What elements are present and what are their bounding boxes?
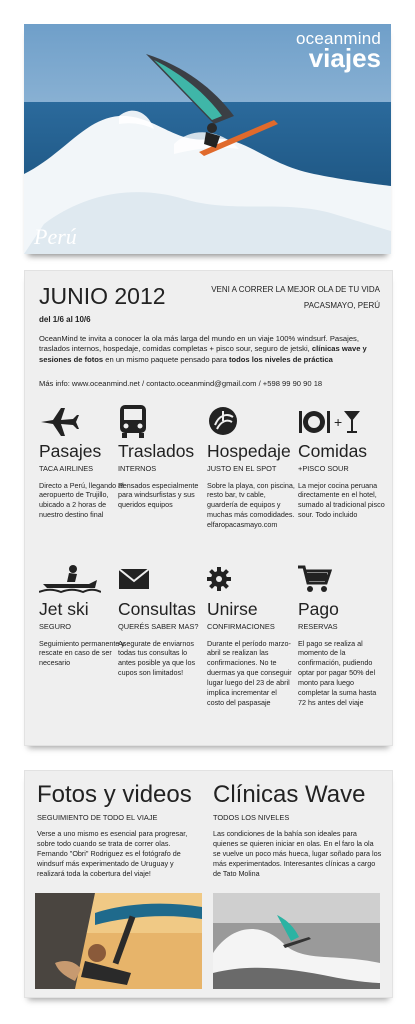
feature-subtitle: +PISCO SOUR (298, 463, 349, 473)
feature-subtitle: RESERVAS (298, 621, 338, 631)
section-title-clinicas: Clínicas Wave (213, 781, 366, 808)
tagline: VENI A CORRER LA MEJOR OLA DE TU VIDA (211, 285, 380, 294)
trip-dates: del 1/6 al 10/6 (39, 315, 91, 324)
feature-unirse (207, 561, 295, 708)
feature-subtitle: CONFIRMACIONES (207, 621, 275, 631)
destination-label: PACASMAYO, PERÚ (303, 301, 380, 310)
feature-description: Durante el período marzo-abril se realizan las confirmaciones. No te duermas ya que conseguir lugar luego del 23 de abril implica incrementar el costo del paspasaje (207, 638, 292, 708)
feature-pasajes (39, 403, 127, 520)
feature-name: Unirse (207, 599, 258, 619)
shell-icon (207, 405, 239, 437)
feature-name: Comidas (298, 441, 368, 461)
feature-description: Directo a Perú, llegando al aeropuerto de Trujillo, ubicado a 2 horas de nuestro destino final (39, 480, 124, 520)
feature-subtitle: TACA AIRLINES (39, 463, 94, 473)
gear-icon (207, 567, 231, 591)
page-title: JUNIO 2012 (39, 283, 166, 309)
feature-consultas (118, 561, 206, 678)
hero-banner (24, 24, 391, 254)
intro-text-mid: en un mismo paquete pensado para (103, 354, 229, 364)
feature-subtitle: QUERÉS SABER MAS? (118, 621, 199, 631)
feature-hospedaje (207, 403, 295, 530)
contact-info: Más info: www.oceanmind.net / contacto.oceanmind@gmail.com / +598 99 90 90 18 (39, 379, 323, 388)
intro-bold-clinics: clínicas wave y sesiones de fotos (39, 344, 367, 364)
feature-subtitle: INTERNOS (118, 463, 157, 473)
section-description-fotos: Verse a uno mismo es esencial para progresar, sobre todo cuando se trata de correr olas. Fernando "Obri" Rodriguez es el fotógrafo de windsurf más experimentado de Uruguay y realizará toda la cobertura del viaje! (37, 829, 188, 878)
feature-name: Hospedaje (207, 441, 291, 461)
section-subtitle-clinicas: TODOS LOS NIVELES (213, 813, 290, 822)
cart-icon (298, 565, 332, 593)
svg-text:+: + (334, 414, 343, 430)
feature-description: Seguimiento permanente y rescate en caso de ser necesario (39, 638, 125, 668)
bus-icon (118, 404, 148, 438)
location-label: Perú (34, 224, 77, 249)
trip-details-card (24, 270, 393, 746)
feature-description: Pensados especialmente para windsurfistas y sus queridos equipos (118, 480, 199, 510)
feature-description: Sobre la playa, con piscina, resto bar, tv cable, guardería de equipos y muchas más comodidades. elfaropacasmayo.com (207, 480, 295, 530)
clinic-photo (213, 893, 380, 989)
feature-comidas (298, 403, 386, 520)
wave-bw-photo (213, 893, 380, 989)
feature-description: La mejor cocina peruana directamente en el hotel, sumado al tradicional pisco sour. Todo incluido (298, 480, 385, 520)
envelope-icon (118, 567, 150, 591)
intro-text: OceanMind te invita a conocer la ola más larga del mundo en un viaje 100% windsurf. Pasajes, traslados internos, hospedaje, comidas completas + pisco sour, seguro de jetski, (39, 334, 359, 354)
feature-traslados (118, 403, 206, 510)
feature-description: Asegurate de enviarnos todas tus consultas lo antes posible ya que los cupos son limitados! (118, 638, 196, 678)
extras-card (24, 770, 393, 998)
brand-logo (296, 30, 381, 71)
feature-name: Traslados (118, 441, 195, 461)
feature-jetski (39, 561, 127, 668)
intro-paragraph (39, 334, 379, 365)
feature-name: Jet ski (39, 599, 89, 619)
windsurfer-closeup-photo (35, 893, 202, 989)
intro-bold-levels: todos los niveles de práctica (228, 354, 333, 364)
section-description-clinicas: Las condiciones de la bahía son ideales para quienes se quieren iniciar en olas. En el faro la ola se vuelve un poco más hueca, lugar soñado para los más experimentados. Interesantes clínicas a cargo de Tato Molina (213, 829, 382, 878)
feature-name: Pasajes (39, 441, 102, 461)
jetski-icon (39, 564, 101, 594)
photographer-photo (35, 893, 202, 989)
feature-subtitle: SEGURO (39, 621, 72, 631)
feature-description: El pago se realiza al momento de la confirmación, pudiendo optar por pagar 50% del monto para luego completar la suma hasta 72 hs antes del viaje (298, 638, 377, 708)
section-title-fotos: Fotos y videos (37, 781, 192, 808)
section-subtitle-fotos: SEGUIMIENTO DE TODO EL VIAJE (37, 813, 158, 822)
feature-name: Pago (298, 599, 339, 619)
feature-subtitle: JUSTO EN EL SPOT (207, 463, 277, 473)
airplane-icon (39, 406, 79, 436)
feature-name: Consultas (118, 599, 196, 619)
feature-pago (298, 561, 386, 708)
brand-line2: viajes (308, 43, 381, 73)
dining-icon (298, 407, 364, 435)
brand-line1: oceanmind (296, 29, 381, 48)
